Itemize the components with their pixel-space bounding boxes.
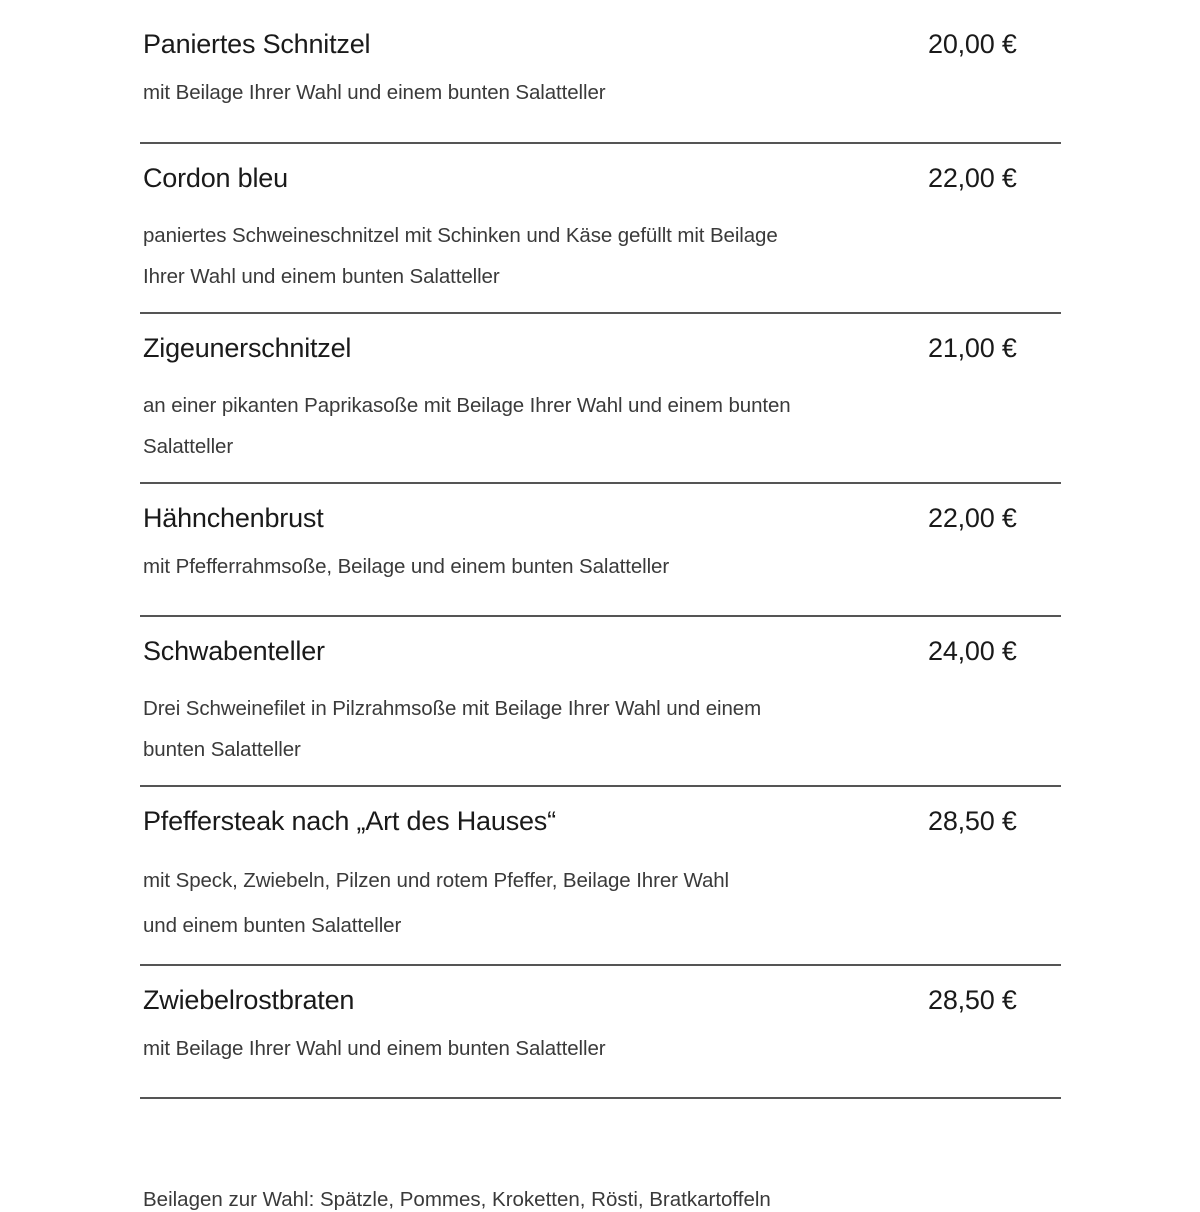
dish-description-line: Drei Schweinefilet in Pilzrahmsoße mit Beilage Ihrer Wahl und einem — [143, 697, 762, 720]
dish-description — [143, 385, 791, 467]
dish-description-line: bunten Salatteller — [143, 738, 301, 761]
dish-description-line: paniertes Schweineschnitzel mit Schinken und Käse gefüllt mit Beilage — [143, 224, 778, 247]
dish-description-line: mit Beilage Ihrer Wahl und einem bunten Salatteller — [143, 81, 606, 104]
dish-price: 21,00 € — [928, 333, 1017, 363]
dish-description-line: Salatteller — [143, 435, 234, 458]
dish-name: Cordon bleu — [143, 163, 288, 193]
dish-description — [143, 215, 778, 297]
dish-description — [143, 1037, 605, 1061]
menu-item-pfeffersteak — [140, 787, 1061, 966]
dish-description — [143, 81, 605, 105]
dish-name: Pfeffersteak nach „Art des Hauses“ — [143, 806, 556, 836]
dish-price: 24,00 € — [928, 636, 1017, 666]
dish-description-line: mit Speck, Zwiebeln, Pilzen und rotem Pfeffer, Beilage Ihrer Wahl — [143, 869, 729, 892]
menu-item-zwiebelrostbraten — [140, 966, 1061, 1099]
dish-price: 22,00 € — [928, 163, 1017, 193]
dish-description-line: an einer pikanten Paprikasoße mit Beilage Ihrer Wahl und einem bunten — [143, 394, 791, 417]
dish-description — [143, 688, 761, 770]
dish-price: 28,50 € — [928, 806, 1017, 836]
dish-description-line: Ihrer Wahl und einem bunten Salatteller — [143, 265, 500, 288]
menu-list — [140, 0, 1061, 1099]
menu-item-zigeunerschnitzel — [140, 314, 1061, 484]
menu-item-paniertes-schnitzel — [140, 0, 1061, 144]
dish-price: 22,00 € — [928, 503, 1017, 533]
dish-name: Zwiebelrostbraten — [143, 985, 355, 1015]
dish-price: 20,00 € — [928, 29, 1017, 59]
dish-name: Paniertes Schnitzel — [143, 29, 371, 59]
dish-description-line: mit Beilage Ihrer Wahl und einem bunten Salatteller — [143, 1037, 606, 1060]
sides-note: Beilagen zur Wahl: Spätzle, Pommes, Kroketten, Rösti, Bratkartoffeln — [143, 1188, 771, 1211]
menu-item-haehnchenbrust — [140, 484, 1061, 617]
dish-name: Zigeunerschnitzel — [143, 333, 352, 363]
dish-name: Hähnchenbrust — [143, 503, 324, 533]
dish-description — [143, 555, 669, 579]
dish-name: Schwabenteller — [143, 636, 325, 666]
menu-item-schwabenteller — [140, 617, 1061, 787]
dish-description-line: mit Pfefferrahmsoße, Beilage und einem bunten Salatteller — [143, 555, 670, 578]
dish-description — [143, 858, 729, 948]
menu-item-cordon-bleu — [140, 144, 1061, 314]
dish-price: 28,50 € — [928, 985, 1017, 1015]
dish-description-line: und einem bunten Salatteller — [143, 914, 402, 937]
